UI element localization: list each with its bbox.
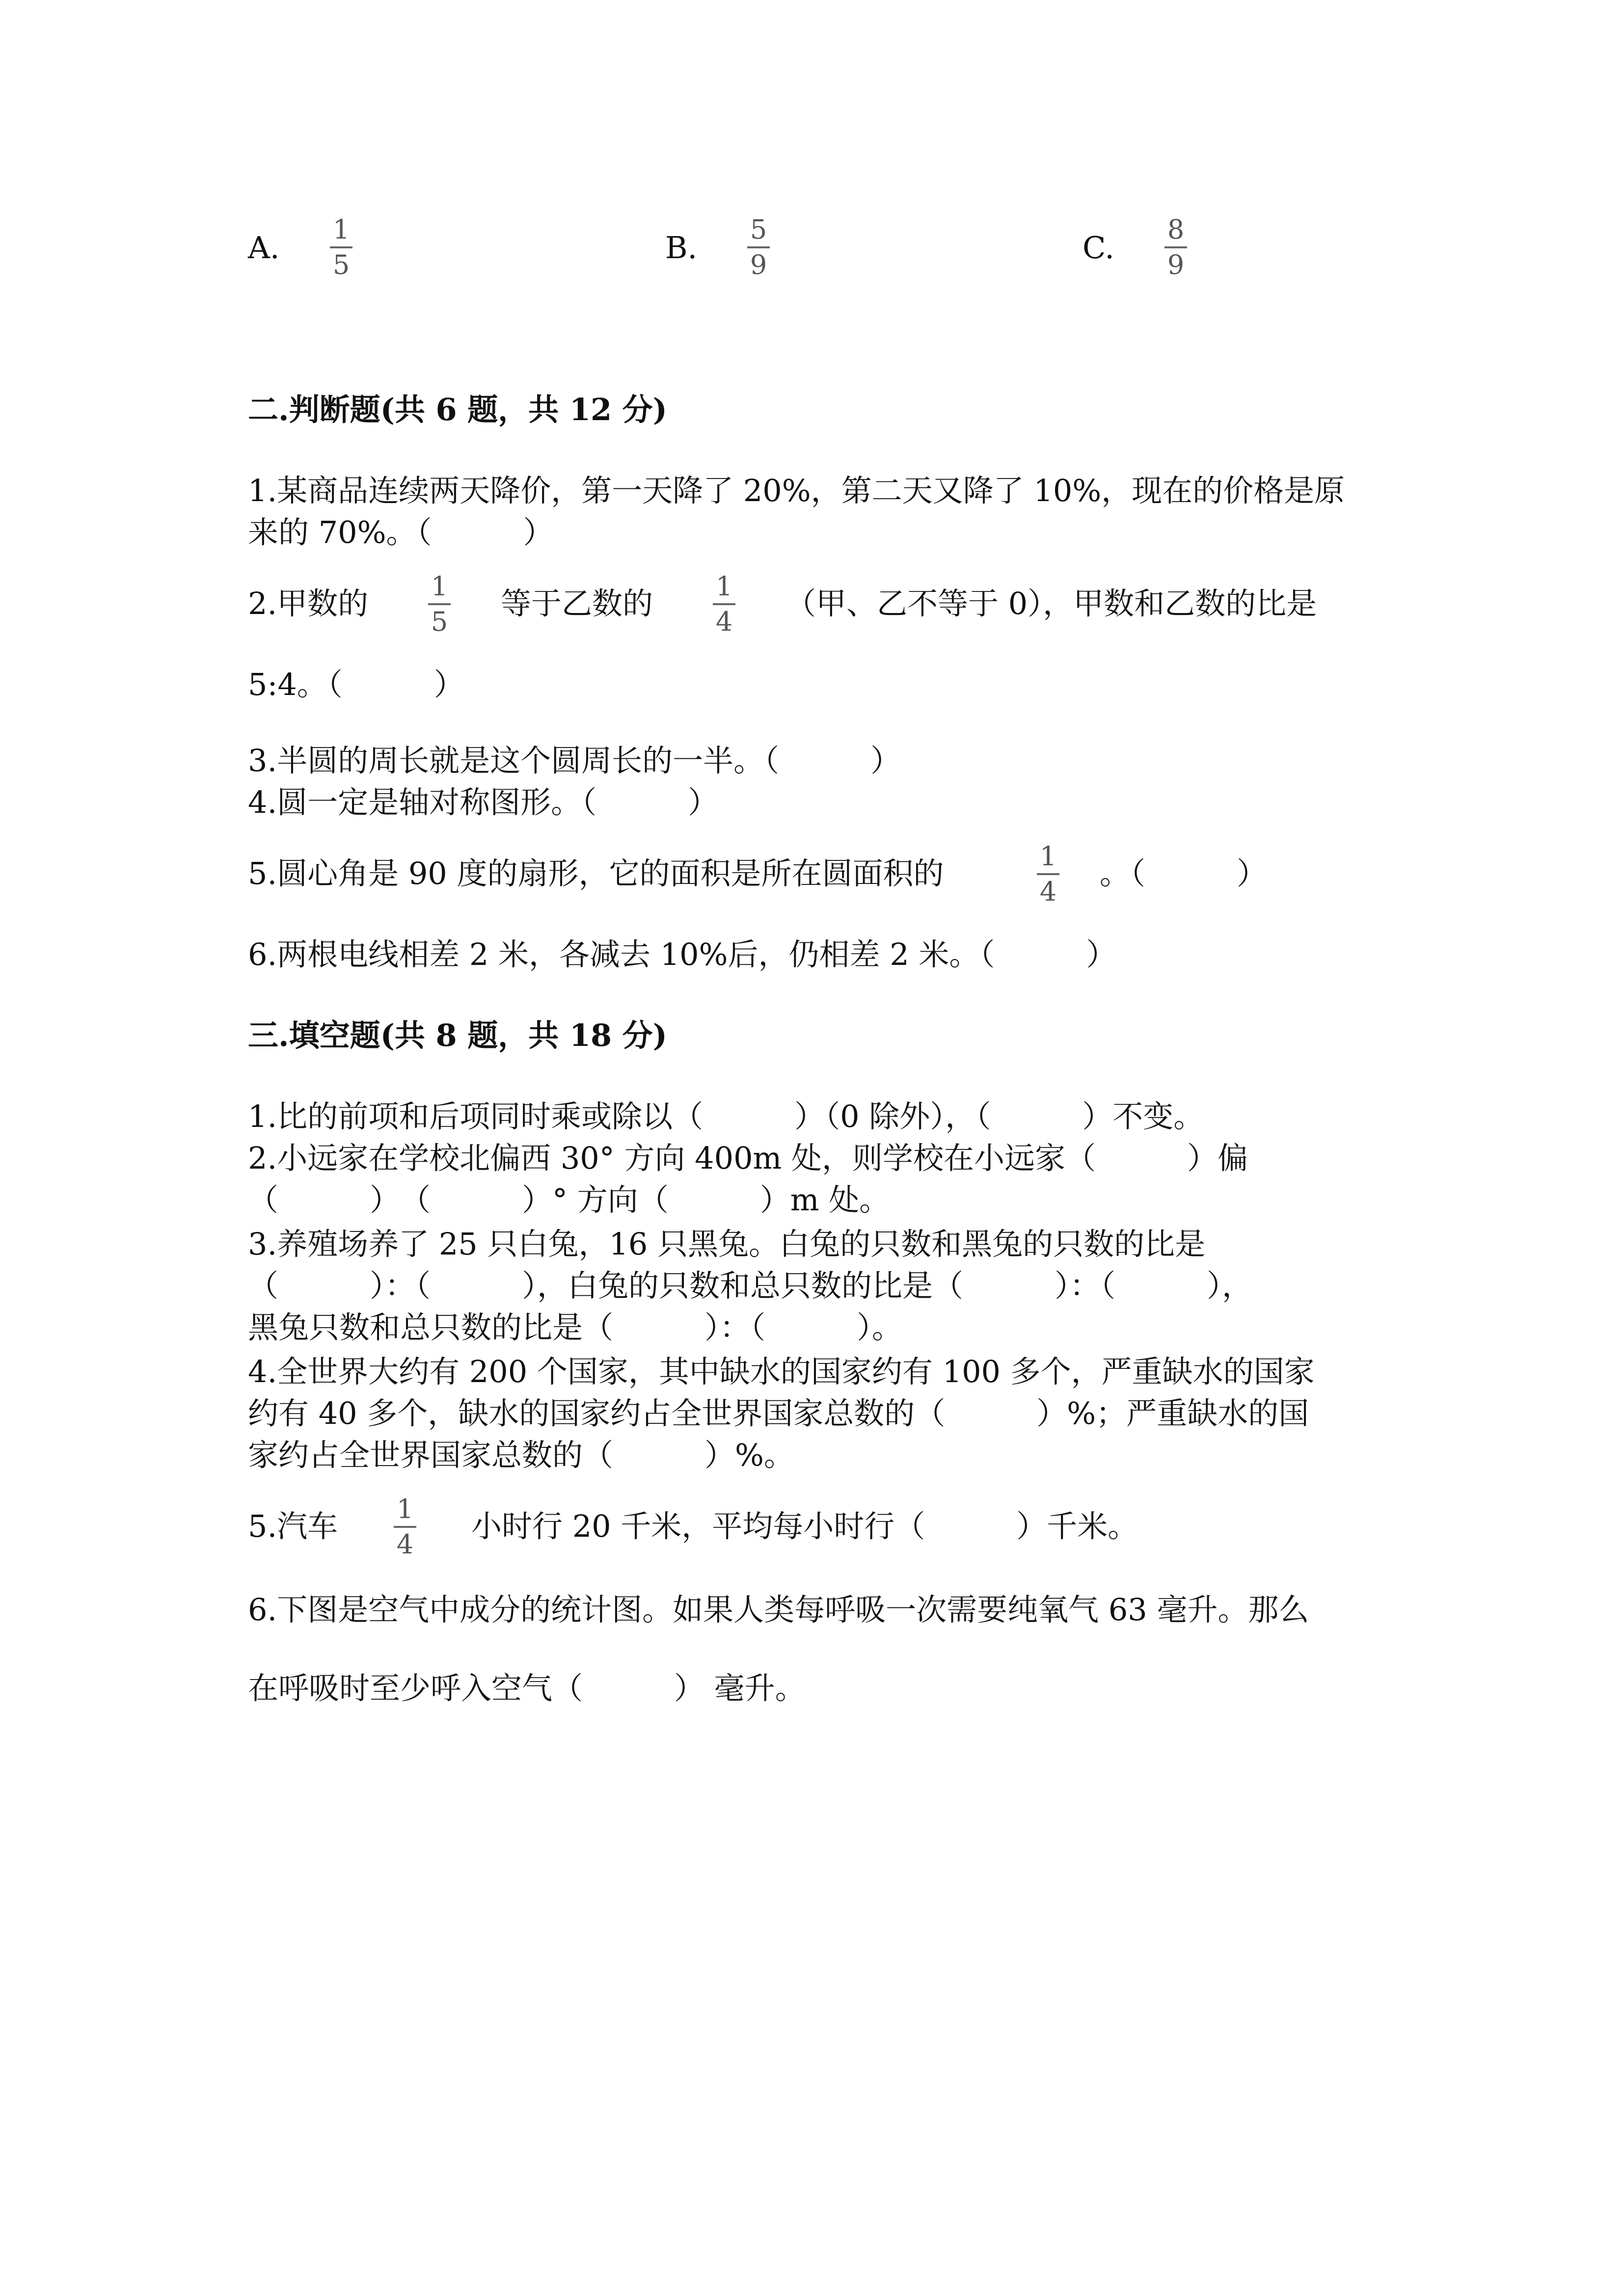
tf-question-5-part-2: 。（ ） xyxy=(1100,855,1268,891)
fill-question-6-line-2: 在呼吸时至少呼入空气（ ） 毫升。 xyxy=(248,1670,806,1706)
tf-question-2-part-2: 等于乙数的 xyxy=(501,586,653,621)
tf-question-2-line-2: 5:4。（ ） xyxy=(248,667,464,702)
option-b-numerator: 5 xyxy=(750,214,767,245)
fraction-bar xyxy=(1037,873,1059,875)
fraction-denominator: 4 xyxy=(396,1529,414,1560)
fraction-denominator: 4 xyxy=(715,606,733,637)
option-b-label: B. xyxy=(665,230,698,266)
fraction-bar xyxy=(428,603,451,605)
tf-question-2-part-3: （甲、乙不等于 0），甲数和乙数的比是 xyxy=(785,586,1317,621)
option-c-fraction xyxy=(1159,215,1193,280)
fill-question-1: 1.比的前项和后项同时乘或除以（ ）（0 除外），（ ）不变。 xyxy=(248,1098,1204,1134)
fill-question-2-line-2: （ ） （ ）° 方向（ ）m 处。 xyxy=(248,1182,890,1218)
option-b-fraction xyxy=(741,215,776,280)
fill-question-5-part-1: 5.汽车 xyxy=(248,1508,338,1544)
fill-question-5-part-2: 小时行 20 千米，平均每小时行（ ）千米。 xyxy=(471,1508,1138,1544)
option-c-label: C. xyxy=(1083,230,1114,266)
fraction-numerator: 1 xyxy=(1039,841,1057,872)
fraction-bar xyxy=(747,246,770,248)
option-a-fraction xyxy=(324,215,358,280)
tf-question-1-line-1: 1.某商品连续两天降价，第一天降了 20%，第二天又降了 10%，现在的价格是原 xyxy=(248,473,1345,508)
fraction-bar xyxy=(330,246,352,248)
fraction-numerator: 1 xyxy=(431,571,448,602)
tf-question-3: 3.半圆的周长就是这个圆周长的一半。（ ） xyxy=(248,743,901,778)
section-2-title: 二.判断题(共 6 题，共 12 分) xyxy=(248,392,668,427)
option-b-denominator: 9 xyxy=(750,249,767,280)
option-a-numerator: 1 xyxy=(332,214,350,245)
tf-question-5-part-1: 5.圆心角是 90 度的扇形，它的面积是所在圆面积的 xyxy=(248,855,944,891)
fill-question-4-line-3: 家约占全世界国家总数的（ ）%。 xyxy=(248,1437,794,1473)
option-a-label: A. xyxy=(248,230,280,266)
tf-question-2-fraction-1 xyxy=(422,572,457,637)
option-c-numerator: 8 xyxy=(1167,214,1185,245)
fill-question-2-line-1: 2.小远家在学校北偏西 30° 方向 400m 处，则学校在小远家（ ）偏 xyxy=(248,1140,1248,1176)
fill-question-4-line-1: 4.全世界大约有 200 个国家，其中缺水的国家约有 100 多个，严重缺水的国家 xyxy=(248,1354,1315,1389)
tf-question-2-fraction-2 xyxy=(707,572,741,637)
fill-question-5-fraction xyxy=(388,1495,422,1559)
fill-question-4-line-2: 约有 40 多个，缺水的国家约占全世界国家总数的（ ）%；严重缺水的国 xyxy=(248,1395,1309,1431)
fraction-denominator: 5 xyxy=(431,606,448,637)
option-c-denominator: 9 xyxy=(1167,249,1185,280)
option-a-denominator: 5 xyxy=(332,249,350,280)
fraction-numerator: 1 xyxy=(396,1494,414,1524)
section-3-title: 三.填空题(共 8 题，共 18 分) xyxy=(248,1017,668,1053)
fill-question-3-line-1: 3.养殖场养了 25 只白兔，16 只黑兔。白兔的只数和黑兔的只数的比是 xyxy=(248,1226,1206,1262)
fill-question-3-line-3: 黑兔只数和总只数的比是（ ）：（ ）。 xyxy=(248,1309,903,1345)
fraction-bar xyxy=(394,1526,416,1528)
fraction-denominator: 4 xyxy=(1039,876,1057,907)
tf-question-5-fraction xyxy=(1031,842,1065,907)
tf-question-2-part-1: 2.甲数的 xyxy=(248,586,369,621)
fraction-numerator: 1 xyxy=(715,571,733,602)
fraction-bar xyxy=(713,603,735,605)
tf-question-6: 6.两根电线相差 2 米，各减去 10%后，仍相差 2 米。（ ） xyxy=(248,936,1117,972)
tf-question-4: 4.圆一定是轴对称图形。（ ） xyxy=(248,784,719,820)
tf-question-1-line-2: 来的 70%。（ ） xyxy=(248,514,554,550)
fraction-bar xyxy=(1164,246,1187,248)
fill-question-6-line-1: 6.下图是空气中成分的统计图。如果人类每呼吸一次需要纯氧气 63 毫升。那么 xyxy=(248,1592,1309,1628)
fill-question-3-line-2: （ ）：（ ），白兔的只数和总只数的比是（ ）：（ ）， xyxy=(248,1268,1253,1304)
